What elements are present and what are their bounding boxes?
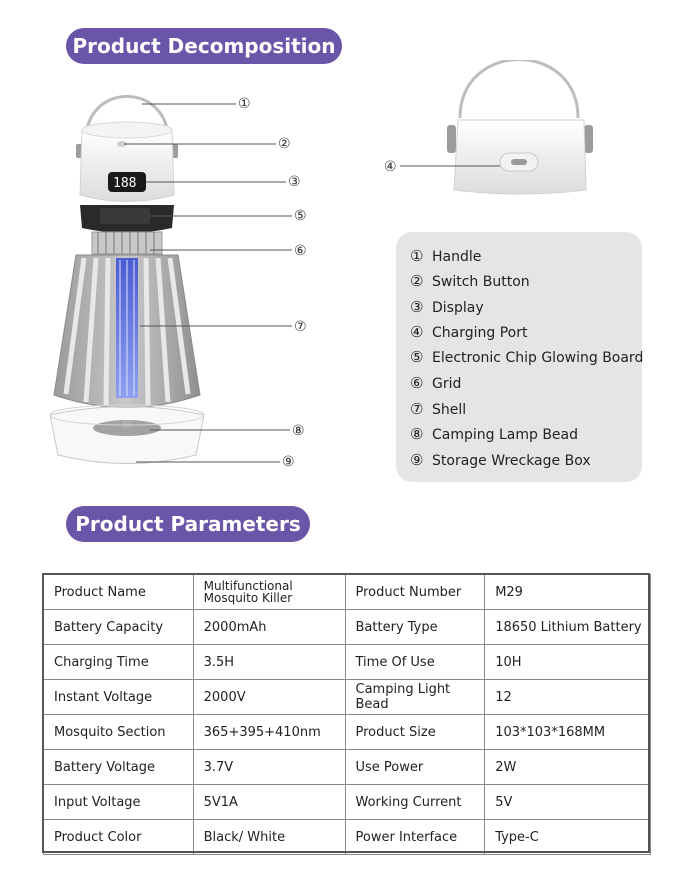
param-value: 2000V <box>193 680 345 715</box>
display-readout: 188 <box>113 176 137 191</box>
param-value: M29 <box>485 575 651 610</box>
param-label: Camping Light Bead <box>345 680 485 715</box>
param-label: Working Current <box>345 785 485 820</box>
legend-item-display: ③ Display <box>410 298 484 316</box>
charging-port-illustration <box>380 60 620 210</box>
legend-item-handle: ① Handle <box>410 247 482 265</box>
parameters-table <box>43 574 651 855</box>
param-label: Battery Capacity <box>44 610 194 645</box>
param-value: 5V1A <box>193 785 345 820</box>
callout-5: ⑤ <box>294 208 307 224</box>
param-label: Product Name <box>44 575 194 610</box>
callout-3: ③ <box>288 174 301 190</box>
callout-9: ⑨ <box>282 454 295 470</box>
param-label: Battery Type <box>345 610 485 645</box>
callout-8: ⑧ <box>292 423 305 439</box>
param-value: 2W <box>485 750 651 785</box>
legend-item-storage-box: ⑨ Storage Wreckage Box <box>410 451 591 469</box>
param-value: 3.5H <box>193 645 345 680</box>
param-value: 3.7V <box>193 750 345 785</box>
param-label: Product Number <box>345 575 485 610</box>
table-row <box>44 820 651 855</box>
param-label: Time Of Use <box>345 645 485 680</box>
param-label: Product Color <box>44 820 194 855</box>
callout-1: ① <box>238 96 251 112</box>
param-label: Product Size <box>345 715 485 750</box>
callout-2: ② <box>278 136 291 152</box>
param-value: 103*103*168MM <box>485 715 651 750</box>
param-value: 18650 Lithium Battery <box>485 610 651 645</box>
callout-6: ⑥ <box>294 243 307 259</box>
param-value: 10H <box>485 645 651 680</box>
legend-item-shell: ⑦ Shell <box>410 400 467 418</box>
param-value: 365+395+410nm <box>193 715 345 750</box>
legend-item-grid: ⑥ Grid <box>410 374 462 392</box>
param-value: 2000mAh <box>193 610 345 645</box>
param-value: 12 <box>485 680 651 715</box>
legend-item-switch-button: ② Switch Button <box>410 272 530 290</box>
table-row <box>44 575 651 610</box>
table-row <box>44 750 651 785</box>
parts-legend <box>396 232 642 482</box>
table-row <box>44 645 651 680</box>
legend-item-chip-board: ⑤ Electronic Chip Glowing Board <box>410 348 644 366</box>
callout-4: ④ <box>384 159 397 175</box>
param-value: Type-C <box>485 820 651 855</box>
section-title-parameters: Product Parameters <box>66 506 310 542</box>
param-label: Instant Voltage <box>44 680 194 715</box>
table-row <box>44 680 651 715</box>
param-label: Charging Time <box>44 645 194 680</box>
param-label: Power Interface <box>345 820 485 855</box>
table-row <box>44 610 651 645</box>
table-row <box>44 785 651 820</box>
callout-7: ⑦ <box>294 319 307 335</box>
param-value: Black/ White <box>193 820 345 855</box>
param-value: 5V <box>485 785 651 820</box>
section-title-decomposition: Product Decomposition <box>66 28 342 64</box>
legend-item-charging-port: ④ Charging Port <box>410 323 528 341</box>
param-value: Multifunctional Mosquito Killer <box>193 575 345 610</box>
legend-item-lamp-bead: ⑧ Camping Lamp Bead <box>410 425 579 443</box>
table-row <box>44 715 651 750</box>
param-label: Battery Voltage <box>44 750 194 785</box>
param-label: Use Power <box>345 750 485 785</box>
param-label: Input Voltage <box>44 785 194 820</box>
param-label: Mosquito Section <box>44 715 194 750</box>
